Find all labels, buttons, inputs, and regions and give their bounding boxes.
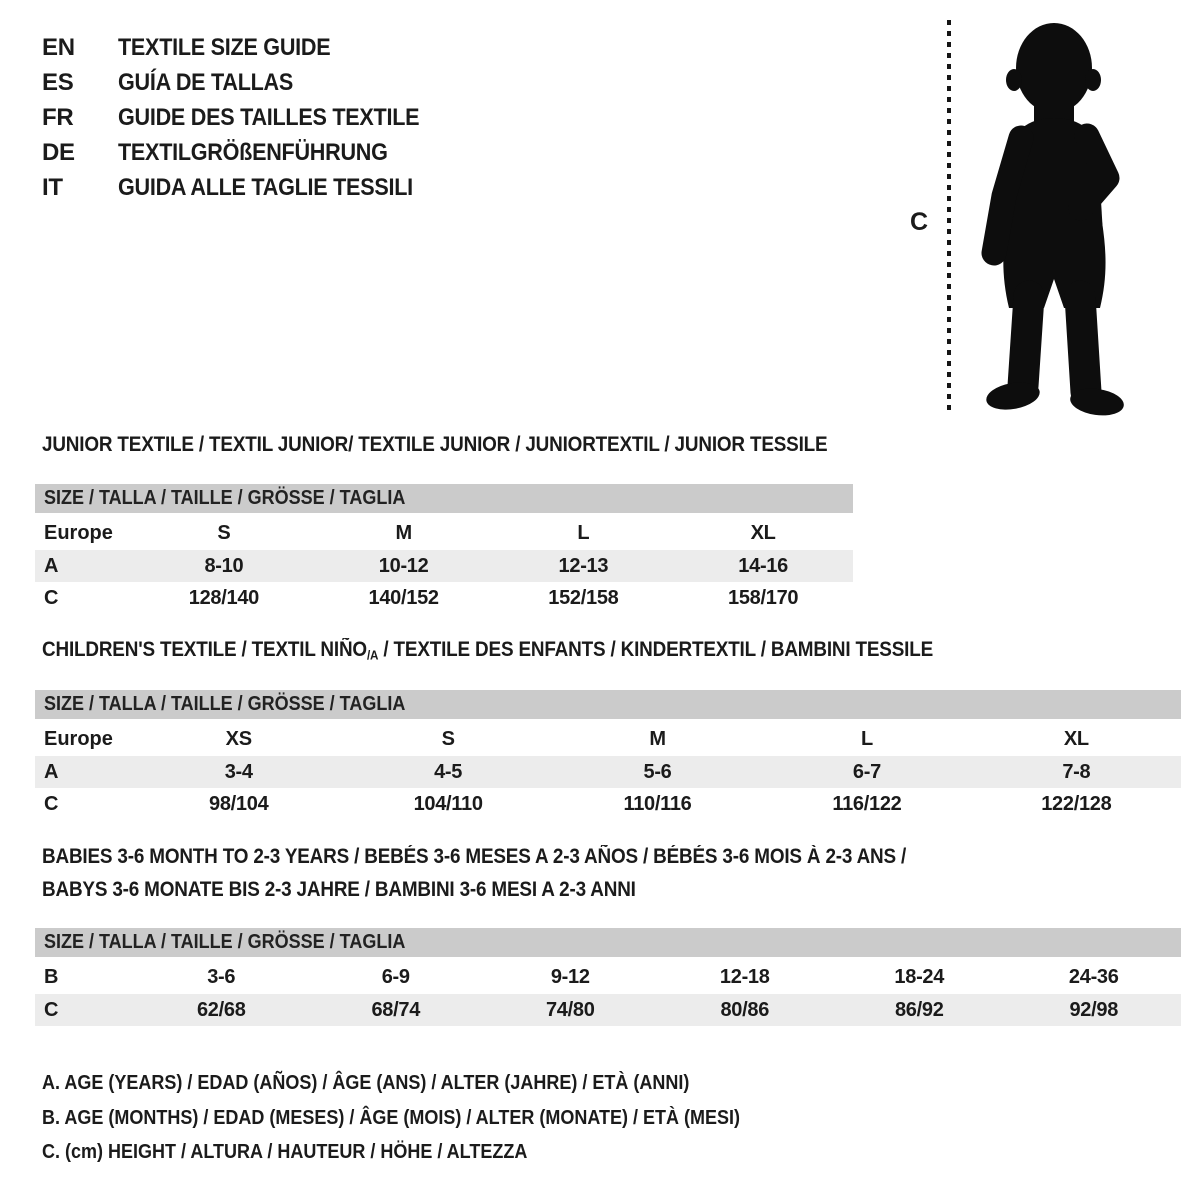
size-cell: S	[217, 521, 231, 544]
row-label: Europe	[44, 521, 113, 544]
height-cell: 128/140	[188, 586, 259, 609]
height-cell: 74/80	[545, 998, 595, 1021]
age-cell: 6-7	[852, 760, 881, 783]
table-row	[35, 722, 1181, 756]
size-cell: XS	[225, 727, 252, 750]
row-label: A	[44, 554, 59, 577]
row-label: C	[44, 792, 59, 815]
babies-table-header-row	[35, 928, 1181, 957]
height-cell: 152/158	[548, 586, 619, 609]
babies-section-title-line2	[42, 878, 702, 902]
row-label: A	[44, 760, 59, 783]
size-cell: XL	[1063, 727, 1089, 750]
row-label: C	[44, 998, 59, 1021]
height-cell: 158/170	[728, 586, 799, 609]
junior-section-title-text: JUNIOR TEXTILE / TEXTIL JUNIOR/ TEXTILE JUNIOR / JUNIORTEXTIL / JUNIOR TESSILE	[42, 433, 828, 456]
height-cell: 110/116	[623, 792, 692, 815]
legend-line-c	[42, 1135, 818, 1170]
age-cell: 3-6	[207, 965, 236, 988]
children-section-title	[42, 638, 1032, 663]
babies-size-table	[35, 928, 1181, 1026]
language-code: ES	[42, 69, 74, 96]
table-row	[35, 516, 853, 550]
babies-title-line2-text: BABYS 3-6 MONATE BIS 2-3 JAHRE / BAMBINI 3-6 MESI A 2-3 ANNI	[42, 878, 636, 901]
height-cell: 62/68	[196, 998, 246, 1021]
language-row-de	[42, 135, 453, 170]
legend-line-a	[42, 1066, 818, 1101]
row-label: Europe	[44, 727, 113, 750]
language-title: TEXTILGRÖßENFÜHRUNG	[118, 139, 388, 166]
age-cell: 9-12	[550, 965, 590, 988]
language-title: TEXTILE SIZE GUIDE	[118, 34, 331, 61]
age-cell: 14-16	[738, 554, 788, 577]
height-cell: 68/74	[371, 998, 421, 1021]
size-header-label: SIZE / TALLA / TAILLE / GRÖSSE / TAGLIA	[44, 487, 406, 509]
table-row	[35, 788, 1181, 820]
language-code: EN	[42, 34, 75, 61]
table-row	[35, 960, 1181, 994]
age-cell: 7-8	[1062, 760, 1091, 783]
age-cell: 10-12	[378, 554, 429, 577]
table-row	[35, 756, 1181, 788]
legend-line-b-text: B. AGE (MONTHS) / EDAD (MESES) / ÂGE (MOIS) / ALTER (MONATE) / ETÀ (MESI)	[42, 1106, 740, 1129]
language-code: DE	[42, 139, 75, 166]
language-title: GUIDE DES TAILLES TEXTILE	[118, 104, 420, 131]
height-cell: 122/128	[1041, 792, 1112, 815]
language-code: FR	[42, 104, 74, 131]
legend-line-a-text: A. AGE (YEARS) / EDAD (AÑOS) / ÂGE (ANS) / ALTER (JAHRE) / ETÀ (ANNI)	[42, 1072, 690, 1094]
junior-size-table	[35, 484, 853, 614]
age-cell: 8-10	[204, 554, 244, 577]
measurement-legend	[42, 1066, 818, 1170]
junior-table-header-row	[35, 484, 853, 513]
size-cell: XL	[750, 521, 776, 544]
age-cell: 18-24	[894, 965, 945, 988]
size-header-label: SIZE / TALLA / TAILLE / GRÖSSE / TAGLIA	[44, 931, 406, 953]
children-title-post: / TEXTILE DES ENFANTS / KINDERTEXTIL / BAMBINI TESSILE	[378, 638, 934, 661]
babies-title-line1-text: BABIES 3-6 MONTH TO 2-3 YEARS / BEBÉS 3-6 MESES A 2-3 AÑOS / BÉBÉS 3-6 MOIS À 2-3 ANS /	[42, 845, 907, 868]
height-dashed-line	[947, 20, 951, 416]
language-title: GUÍA DE TALLAS	[118, 69, 294, 96]
babies-section-title-line1	[42, 845, 1002, 869]
age-cell: 5-6	[643, 760, 672, 783]
legend-line-b	[42, 1101, 818, 1136]
row-label: B	[44, 965, 59, 988]
height-cell: 116/122	[832, 792, 902, 815]
size-cell: L	[860, 727, 873, 750]
age-cell: 12-18	[719, 965, 770, 988]
size-cell: M	[649, 727, 666, 750]
size-cell: M	[395, 521, 412, 544]
height-cell: 98/104	[209, 792, 269, 815]
language-row-it	[42, 170, 453, 205]
language-title-list	[42, 30, 453, 205]
language-row-en	[42, 30, 453, 65]
children-table-header-row	[35, 690, 1181, 719]
size-cell: S	[441, 727, 455, 750]
age-cell: 6-9	[381, 965, 410, 988]
height-cell: 140/152	[368, 586, 439, 609]
height-cell: 86/92	[894, 998, 944, 1021]
height-line-label: C	[910, 208, 929, 236]
children-size-table	[35, 690, 1181, 820]
height-cell: 104/110	[413, 792, 483, 815]
age-cell: 3-4	[224, 760, 253, 783]
junior-section-title	[42, 433, 915, 457]
language-code: IT	[42, 174, 63, 201]
height-cell: 80/86	[720, 998, 770, 1021]
table-row	[35, 550, 853, 582]
children-title-sub: /A	[366, 647, 379, 663]
size-cell: L	[577, 521, 590, 544]
table-row	[35, 994, 1181, 1026]
table-row	[35, 582, 853, 614]
size-header-label: SIZE / TALLA / TAILLE / GRÖSSE / TAGLIA	[44, 693, 406, 715]
row-label: C	[44, 586, 59, 609]
age-cell: 4-5	[434, 760, 463, 783]
legend-line-c-text: C. (cm) HEIGHT / ALTURA / HAUTEUR / HÖHE / ALTEZZA	[42, 1141, 528, 1163]
language-title: GUIDA ALLE TAGLIE TESSILI	[118, 174, 413, 201]
children-section-title-text	[42, 638, 933, 663]
height-cell: 92/98	[1069, 998, 1119, 1021]
language-row-es	[42, 65, 453, 100]
toddler-silhouette-icon	[966, 16, 1144, 420]
age-cell: 24-36	[1068, 965, 1119, 988]
age-cell: 12-13	[558, 554, 609, 577]
children-title-pre: CHILDREN'S TEXTILE / TEXTIL NIÑO	[42, 638, 367, 661]
language-row-fr	[42, 100, 453, 135]
